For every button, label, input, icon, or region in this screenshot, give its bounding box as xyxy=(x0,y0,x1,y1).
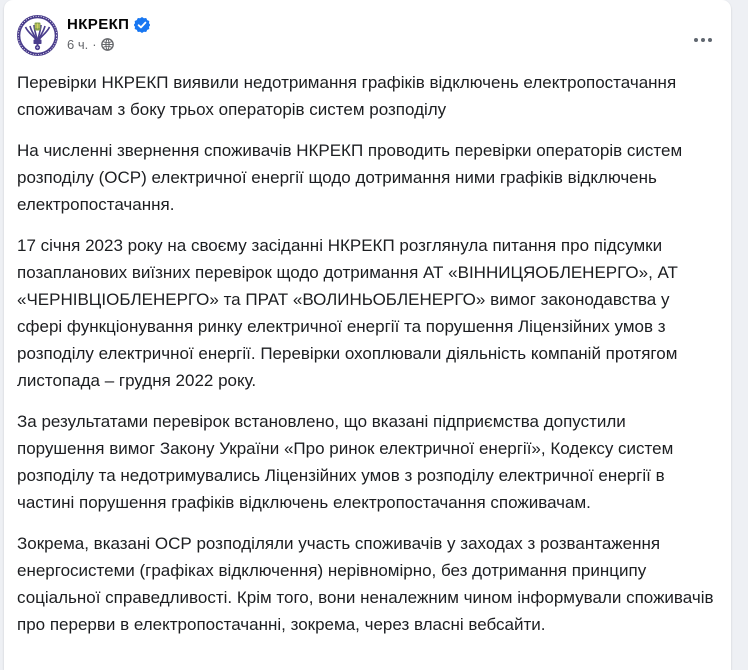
post-header xyxy=(4,0,731,56)
more-options-icon xyxy=(694,38,698,42)
page-name-link[interactable]: НКРЕКП xyxy=(67,16,130,33)
nkrekp-logo-avatar[interactable] xyxy=(17,15,58,56)
name-row xyxy=(67,16,717,33)
facebook-post-card xyxy=(4,0,731,670)
post-paragraph: За результатами перевірок встановлено, що вказані підприємства допустили порушення вимог Закону України «Про ринок електричної енергії», Кодексу систем розподілу та недотримувались Ліцензійних умов з розподілу електричної енергії в частині порушення графіків відключень електропостачання споживачам. xyxy=(17,412,674,512)
header-info xyxy=(67,15,717,52)
post-meta xyxy=(67,37,717,52)
timestamp-link[interactable]: 6 ч. xyxy=(67,37,89,52)
post-body-text xyxy=(4,69,731,638)
verified-badge-icon xyxy=(134,17,150,33)
meta-separator: · xyxy=(92,37,97,52)
post-paragraph: 17 січня 2023 року на своєму засіданні НКРЕКП розглянула питання про підсумки позапланових виїзних перевірок щодо дотримання АТ «ВІННИЦЯОБЛЕНЕРГО», АТ «ЧЕРНІВЦІОБЛЕНЕРГО» та ПРАТ «ВОЛИНЬОБЛЕНЕРГО» вимог законодавства у сфері функціонування ринку електричної енергії та порушення Ліцензійних умов з розподілу електричної енергії. Перевірки охоплювали діяльність компаній протягом листопада – грудня 2022 року. xyxy=(17,236,678,390)
logo-bottom-emblem xyxy=(34,40,42,45)
post-paragraph: Перевірки НКРЕКП виявили недотримання графіків відключень електропостачання споживачам з боку трьох операторів систем розподілу xyxy=(17,73,677,119)
globe-icon xyxy=(101,38,114,51)
more-options-button[interactable] xyxy=(685,22,721,58)
post-paragraph: На численні звернення споживачів НКРЕКП проводить перевірки операторів систем розподілу (ОСР) електричної енергії щодо дотримання ними графіків відключень електропостачання. xyxy=(17,141,683,214)
post-paragraph: Зокрема, вказані ОСР розподіляли участь споживачів у заходах з розвантаження енергосистеми (графіках відключення) нерівномірно, без дотримання принципу соціальної справедливості. Крім того, вони неналежним чином інформували споживачів про перерви в електропостачанні, зокрема, через власні вебсайти. xyxy=(17,534,714,634)
